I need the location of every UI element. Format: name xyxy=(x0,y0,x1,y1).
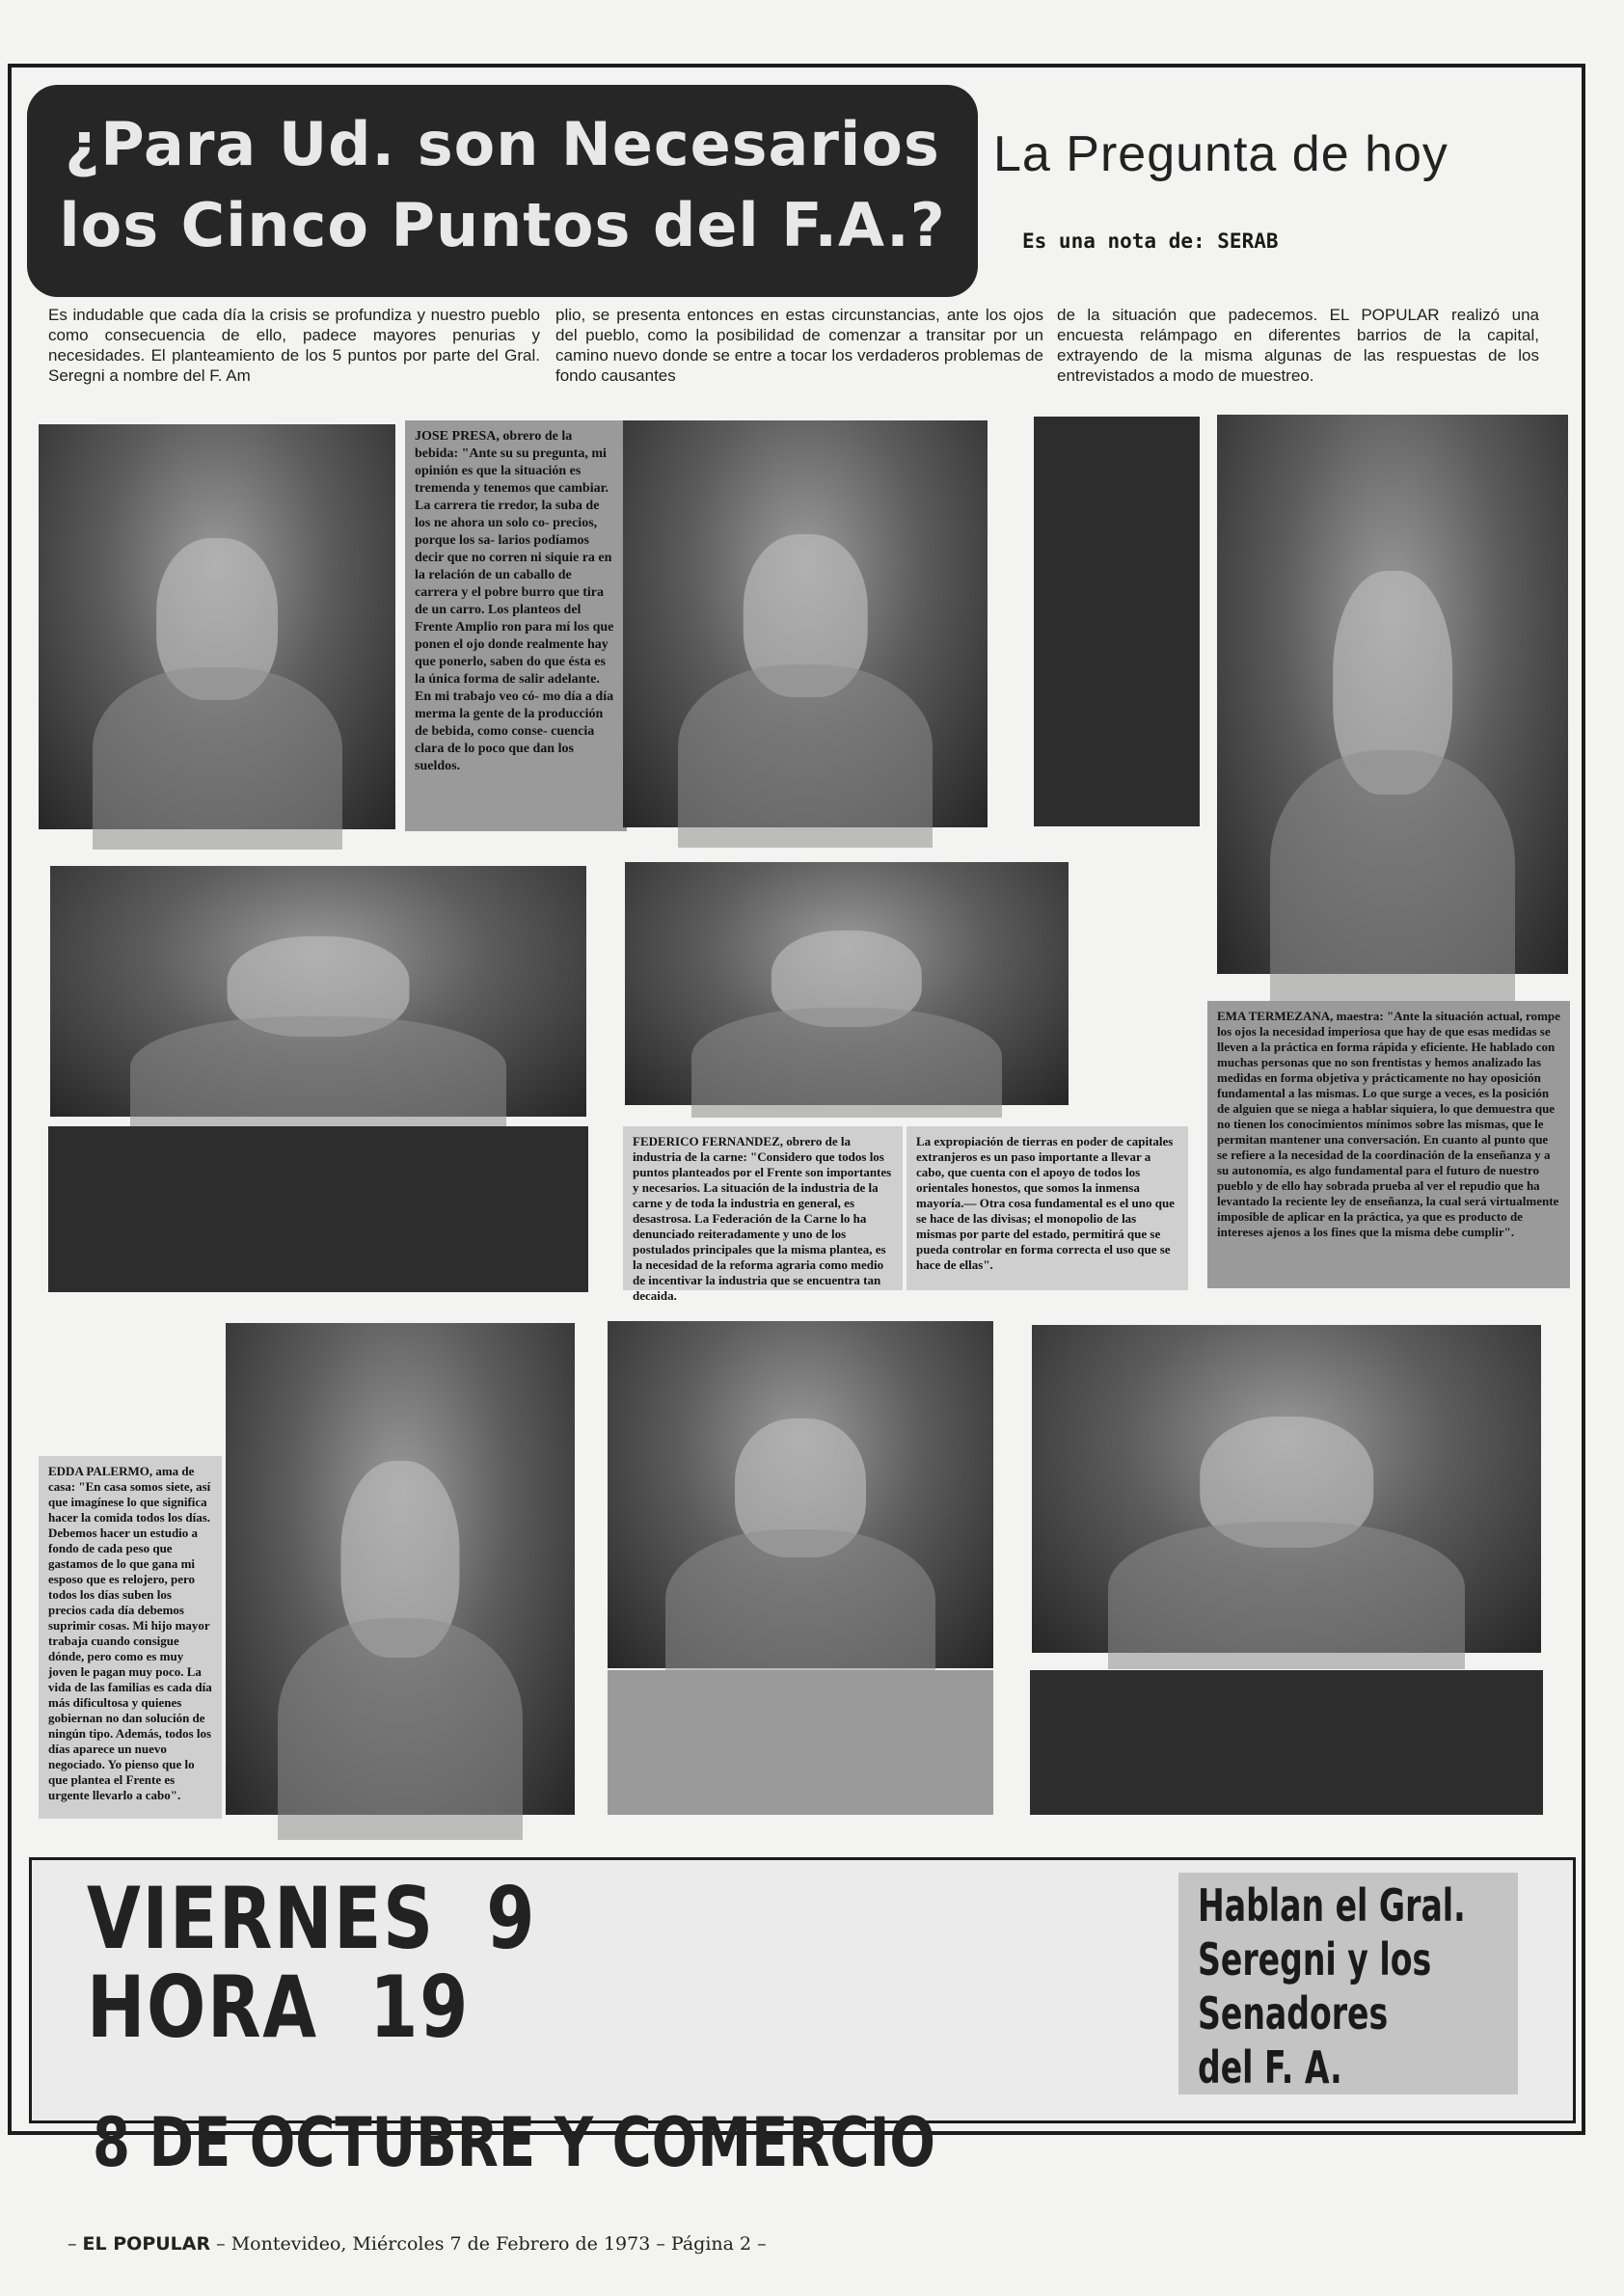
photo-ema-termezana xyxy=(1217,415,1568,974)
photo-blanca-gancedo xyxy=(608,1321,993,1668)
quote-edda-palermo: EDDA PALERMO, ama de casa: "En casa somos siete, así que imagínese lo que significa hacer la comida todos los días. Debemos hacer un estudio a fondo de cada peso que gastamos de lo que gana mi esposo que es relojero, pero todos los días suben los precios cada día debemos suprimir cosas. Mi hijo mayor trabaja cuando consigue dónde, pero como es muy joven le pagan muy poco. La vida de las familias es cada día más dificultosa y quienes gobiernan no dan solución de ningún tipo. Además, todos los días aparece un nuevo negociado. Yo pienso que lo que plantea el Frente es urgente llevarlo a cabo". xyxy=(39,1456,222,1819)
quote-federico-fernandez: FEDERICO FERNANDEZ, obrero de la industria de la carne: "Considero que todos los puntos planteados por el Frente son importantes y necesarios. La situación de la industria de la carne y de toda la industria en general, es desastrosa. La Federación de la Carne lo ha denunciado reiteradamente y uno de los postulados principales que la misma plantea, es la necesidad de la reforma agraria como medio de incentivar la industria que se encuentra tan decaida. xyxy=(623,1126,903,1290)
photo-man-outdoors xyxy=(1032,1325,1541,1653)
footer-dateline: – Montevideo, Miércoles 7 de Febrero de 1973 – Página 2 – xyxy=(216,2233,767,2255)
event-time: HORA 19 xyxy=(87,1958,470,2057)
intro-column-2: plio, se presenta entonces en estas circunstancias, ante los ojos del pueblo, como la posibilidad de comenzar a transitar por un camino nuevo donde se entre a tocar los verdaderos problemas de fondo causantes xyxy=(555,306,1043,385)
quote-blanca-gancedo xyxy=(608,1670,993,1815)
headline xyxy=(27,104,978,266)
speakers-line-4: del F. A. xyxy=(1198,2041,1342,2093)
event-speakers xyxy=(1178,1873,1518,2094)
photo-jose-presa xyxy=(623,420,988,827)
photo-woman-at-gate xyxy=(50,866,586,1117)
byline: Es una nota de: SERAB xyxy=(1022,230,1279,253)
quote-federico-continued: La expropiación de tierras en poder de capitales extranjeros es un paso importante a llevar a cabo, que cuenta con el apoyo de todos los orientales honestos, que somos la inmensa mayoría.— Otra cosa fundamental es el uno que se hace de las divisas; el monopolio de las mismas por parte del estado, permitirá que se pueda controlar en forma correcta el uso que se hace de ellas". xyxy=(907,1126,1188,1290)
quote-jose-presa: JOSE PRESA, obrero de la bebida: "Ante su su pregunta, mi opinión es que la situación es tremenda y tenemos que cambiar. La carrera tie rredor, la suba de los ne ahora un solo co- precios, porque los sa- larios podíamos decir que no corren ni siquie ra en la relación de un caballo de carrera y el pobre burro que tira de un carro. Los planteos del Frente Amplio ron para mí los que ponen el ojo donde realmente hay que ponerlo, saben do que ésta es la única forma de salir adelante. En mi trabajo veo có- mo día a día merma la gente de la producción de bebida, como conse- cuencia clara de lo poco que dan los sueldos. xyxy=(405,420,627,831)
event-location: 8 DE OCTUBRE Y COMERCIO xyxy=(93,2103,936,2182)
headline-line-2: los Cinco Puntos del F.A.? xyxy=(59,190,946,260)
intro-column-3: de la situación que padecemos. EL POPULAR realizó una encuesta relámpago en diferentes barrios de la capital, extrayendo de la misma algunas de las respuestas de los entrevistados a modo de muestreo. xyxy=(1057,306,1539,385)
dark-panel xyxy=(1034,417,1200,826)
footer-paper-name: EL POPULAR xyxy=(82,2233,211,2255)
headline-line-1: ¿Para Ud. son Necesarios xyxy=(65,109,940,179)
illegible-quote-block xyxy=(48,1126,588,1292)
quote-ema-termezana: EMA TERMEZANA, maestra: "Ante la situación actual, rompe los ojos la necesidad imperiosa que hay de que esas medidas se lleven a la práctica en forma rápida y eficiente. He hablado con muchas personas que no son frentistas y hemos analizado las medidas en forma objetiva y prácticamente no hay oposición fundamental a las mismas. Lo que surge a veces, es la posición de alguien que se niega a hablar siquiera, lo que demuestra que no tienen los conocimientos mínimos sobre las mismas, que le permitan mantener una conversación. En cuanto al punto que se refiere a la necesidad de la coordinación de la enseñanza y a su autonomía, es algo fundamental para el futuro de nuestro pueblo y de ello hay sobrada prueba al ver el repudio que ha levantado la reciente ley de enseñanza, la cual será virtualmente imposible de aplicar en la práctica, ya que es producto de intereses ajenos a los fines que la misma debe cumplir". xyxy=(1207,1001,1570,1288)
speakers-line-1: Hablan el Gral. xyxy=(1198,1879,1466,1931)
photo-edda-palermo xyxy=(226,1323,575,1815)
headline-box xyxy=(27,85,978,297)
photo-federico-fernandez xyxy=(625,862,1069,1105)
section-title: La Pregunta de hoy xyxy=(993,126,1448,182)
photo-woman-portrait xyxy=(39,424,395,829)
speakers-line-3: Senadores xyxy=(1198,1987,1389,2039)
intro-column-1: Es indudable que cada día la crisis se profundiza y nuestro pueblo como consecuencia de ello, padece mayores penurias y necesidades. El planteamiento de los 5 puntos por parte del Gral. Seregni a nombre del F. Am xyxy=(48,306,540,385)
illegible-quote-block-2 xyxy=(1030,1670,1543,1815)
page-footer: – EL POPULAR – Montevideo, Miércoles 7 de Febrero de 1973 – Página 2 – xyxy=(68,2233,767,2255)
event-day: VIERNES 9 xyxy=(87,1869,537,1968)
speakers-line-2: Seregni y los xyxy=(1198,1933,1432,1985)
